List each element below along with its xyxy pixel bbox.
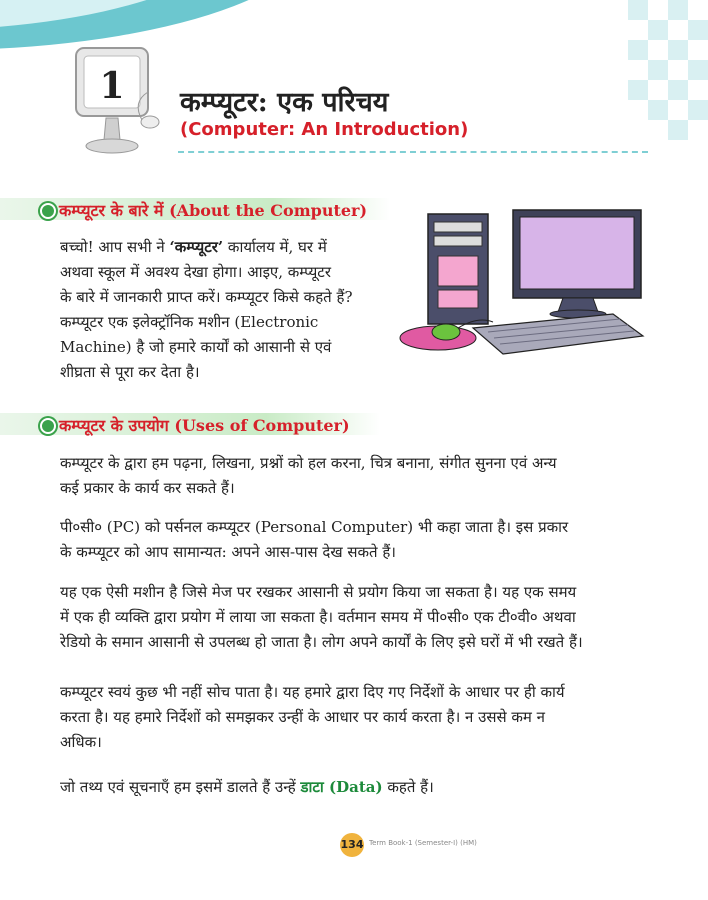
section2-heading-english: (Uses of Computer)	[174, 416, 350, 435]
section2-paragraph-1	[60, 451, 660, 501]
title-divider	[178, 151, 648, 153]
section1-paragraph	[60, 235, 383, 385]
text-line: करता है। यह हमारे निर्देशों को समझकर उन्हीं के आधार पर कार्य करता है। न उससे कम न	[60, 708, 545, 726]
computer-monitor-icon	[70, 42, 160, 162]
text-line: Machine) है जो हमारे कार्यों को आसानी से एवं	[60, 338, 332, 356]
text-line: में एक ही व्यक्ति द्वारा प्रयोग में लाया जा सकता है। वर्तमान समय में पी०सी० एक टी०वी० अथवा	[60, 608, 576, 626]
section1-heading-hindi: कम्प्यूटर के बारे में	[59, 201, 164, 220]
keyword-computer: ‘कम्प्यूटर’	[169, 238, 224, 256]
section1-heading-english: (About the Computer)	[169, 201, 368, 220]
checker-pattern	[628, 0, 708, 150]
text-line: शीघ्रता से पूरा कर देता है।	[60, 363, 200, 381]
text-line: बच्चो! आप सभी ने ‘कम्प्यूटर’ कार्यालय में, घर में	[60, 238, 327, 256]
text-line: के कम्प्यूटर को आप सामान्यत: अपने आस-पास देख सकते हैं।	[60, 543, 396, 561]
text-line: पी०सी० (PC) को पर्सनल कम्प्यूटर (Personal Computer) भी कहा जाता है। इस प्रकार	[60, 518, 569, 536]
bullet-icon	[40, 203, 56, 219]
section2-heading-hindi: कम्प्यूटर के उपयोग	[59, 416, 169, 435]
text-line: कम्प्यूटर स्वयं कुछ भी नहीं सोच पाता है। यह हमारे द्वारा दिए गए निर्देशों के आधार पर ही कार्य	[60, 683, 565, 701]
section2-paragraph-3	[60, 580, 660, 655]
desktop-computer-illustration	[398, 208, 648, 358]
footer-book-title: Term Book-1 (Semester-I) (HM)	[369, 839, 477, 847]
text-line: अधिक।	[60, 733, 102, 751]
text-line: यह एक ऐसी मशीन है जिसे मेज पर रखकर आसानी से प्रयोग किया जा सकता है। यह एक समय	[60, 583, 577, 601]
text-line: कई प्रकार के कार्य कर सकते हैं।	[60, 479, 235, 497]
text-line: के बारे में जानकारी प्राप्त करें। कम्प्यूटर किसे कहते हैं?	[60, 288, 353, 306]
text-line: कम्प्यूटर के द्वारा हम पढ़ना, लिखना, प्रश्नों को हल करना, चित्र बनाना, संगीत सुनना एवं अन्य	[60, 454, 557, 472]
keyword-data: डाटा (Data)	[300, 778, 383, 796]
page-number: 134	[340, 833, 364, 857]
section1-heading	[59, 199, 367, 221]
text-line: अथवा स्कूल में अवश्य देखा होगा। आइए, कम्प्यूटर	[60, 263, 331, 281]
section2-paragraph-4	[60, 680, 660, 755]
section2-heading	[59, 414, 350, 436]
chapter-title-english: (Computer: An Introduction)	[180, 119, 469, 140]
chapter-title-hindi: कम्प्यूटर: एक परिचय	[180, 87, 389, 118]
section2-paragraph-5: जो तथ्य एवं सूचनाएँ हम इसमें डालते हैं उन्हें डाटा (Data) कहते हैं।	[60, 778, 434, 796]
chapter-number: 1	[99, 65, 125, 107]
text-line: कम्प्यूटर एक इलेक्ट्रॉनिक मशीन (Electronic	[60, 313, 319, 331]
bullet-icon	[40, 418, 56, 434]
text-line: रेडियो के समान आसानी से उपलब्ध हो जाता है। लोग अपने कार्यों के लिए इसे घरों में भी रखते हैं।	[60, 633, 583, 651]
section2-paragraph-2	[60, 515, 660, 565]
